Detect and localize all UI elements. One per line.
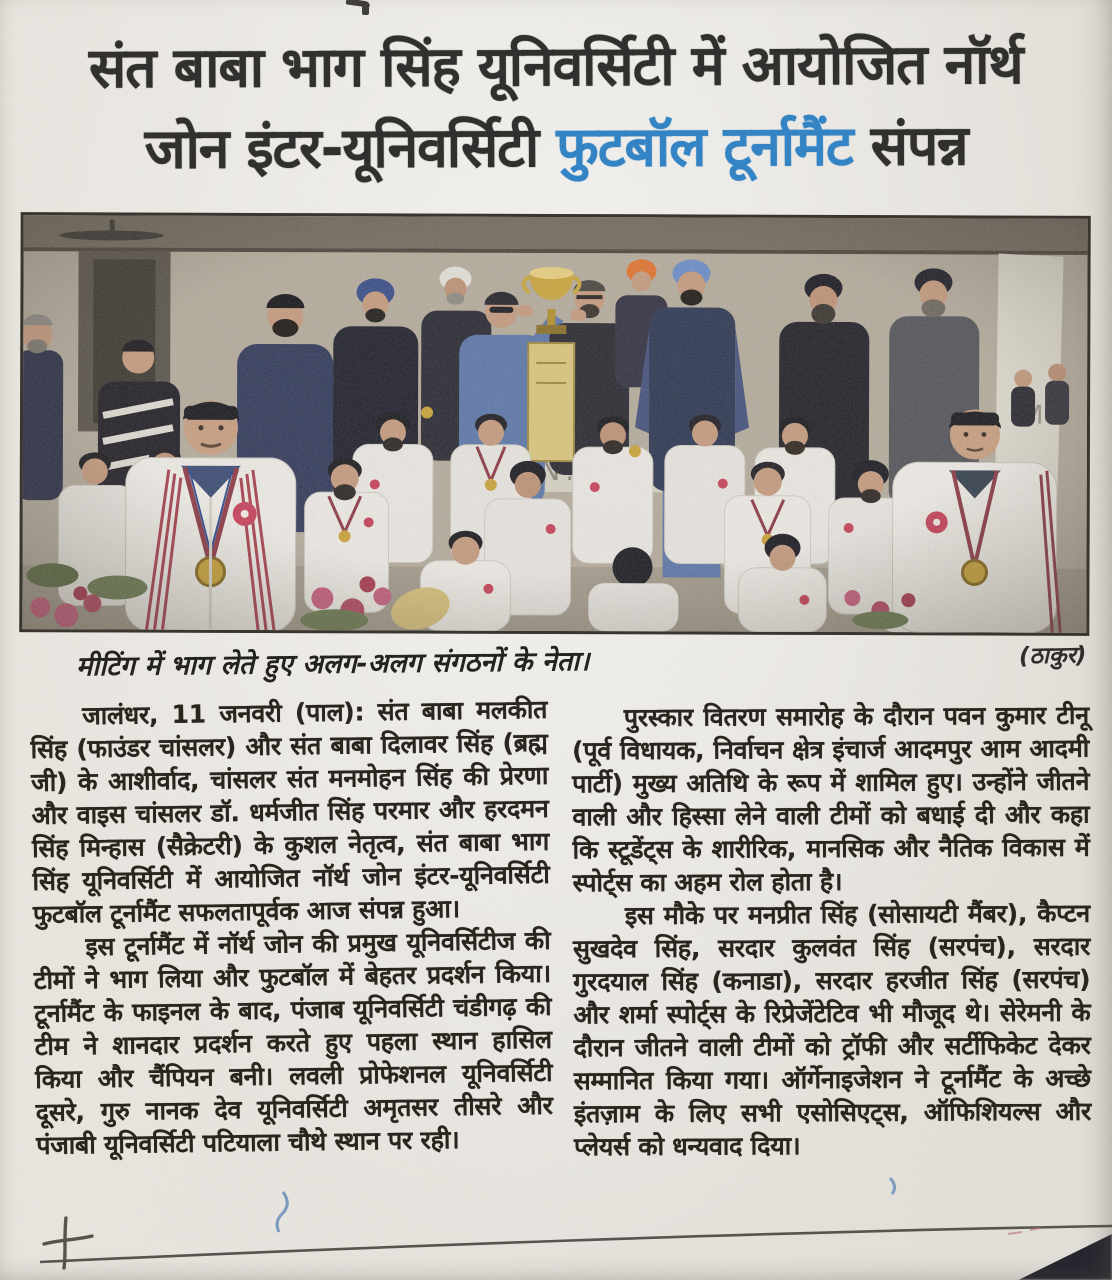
paragraph: इस मौके पर मनप्रीत सिंह (सोसायटी मैंबर), कैप्टन सुखदेव सिंह, सरदार कुलवंत सिंह (सरपंच), सरदार गुरदयाल सिंह (कनाडा), सरदार हरजीत सिंह (सरपंच) और शर्मा स्पोर्ट्स के रिप्रेजेंटेटिव भी मौजूद थे। सेरेमनी के दौरान जीतने वाली टीमों को ट्रॉफी और सर्टीफिकेट देकर सम्मानित किया गया। ऑर्गेनाइजेशन ने टूर्नामैंट के अच्छे इंतज़ाम के लिए सभी एसोसिएट्स, ऑफिशियल्स और प्लेयर्स को धन्यवाद दिया।: [573, 898, 1092, 1162]
photo-credit: (ठाकुर): [1018, 642, 1087, 670]
news-photo: [19, 212, 1090, 636]
paragraph: इस टूर्नामैंट में नॉर्थ जोन की प्रमुख यूनिवर्सिटीज की टीमों ने भाग लिया और फुटबॉल में बेहतर प्रदर्शन किया। टूर्नामैंट के फाइनल के बाद, पंजाब यूनिवर्सिटी चंडीगढ़ की टीम ने शानदार प्रदर्शन करते हुए पहला स्थान हासिल किया और चैंपियन बनी। लवली प्रोफेशनल यूनिवर्सिटी दूसरे, गुरु नानक देव यूनिवर्सिटी अमृतसर तीसरे और पंजाबी यूनिवर्सिटी पटियाला चौथे स्थान पर रही।: [33, 925, 553, 1160]
bottom-rule-and-marks: [0, 1170, 1112, 1280]
article-column-left: [30, 693, 553, 1162]
article-body: [30, 694, 1092, 1162]
cropped-glyph-fragment: [362, 6, 369, 15]
bottom-rule: [40, 1226, 1112, 1262]
scan-shadow-corner: [992, 1230, 1112, 1280]
photo-scene: [22, 215, 1087, 633]
headline: [16, 24, 1097, 191]
caption-row: [34, 644, 1086, 681]
photo-grain-overlay: [22, 215, 1087, 633]
paragraph: पुरस्कार वितरण समारोह के दौरान पवन कुमार टीनू (पूर्व विधायक, निर्वाचन क्षेत्र इंचार्ज आदमपुर आम आदमी पार्टी) मुख्य अतिथि के रूप में शामिल हुए। उन्होंने जीतने वाली और हिस्सा लेने वाली टीमों को बधाई दी और कहा कि स्टूडेंट्स के शारीरिक, मानसिक और नैतिक विकास में स्पोर्ट्स का अहम रोल होता है।: [571, 700, 1090, 898]
blue-pen-mark: [890, 1178, 895, 1194]
photo-caption: मीटिंग में भाग लेते हुए अलग-अलग संगठनों के नेता।: [75, 646, 590, 683]
article-column-right: [572, 699, 1091, 1164]
pen-plus-mark: [44, 1218, 92, 1268]
headline-line-1: संत बाबा भाग सिंह यूनिवर्सिटी में आयोजित नॉर्थ: [88, 31, 1023, 101]
headline-line-2-left: जोन इंटर-यूनिवर्सिटी: [144, 114, 557, 181]
headline-highlight: फुटबॉल टूर्नामैंट: [556, 113, 853, 179]
paragraph-dateline: जालंधर, 11 जनवरी (पाल): संत बाबा मलकीत सिंह (फाउंडर चांसलर) और संत बाबा दिलावर सिंह (ब्रह्म जी) के आशीर्वाद, चांसलर संत मनमोहन सिंह की प्रेरणा और वाइस चांसलर डॉ. धर्मजीत सिंह परमार और हरदमन सिंह मिन्हास (सैक्रेटरी) के कुशल नेतृत्व, संत बाबा भाग सिंह यूनिवर्सिटी में आयोजित नॉर्थ जोन इंटर-यूनिवर्सिटी फुटबॉल टूर्नामैंट सफलतापूर्वक आज संपन्न हुआ।: [30, 694, 550, 929]
blue-pen-mark: [277, 1192, 287, 1232]
headline-line-2: [16, 105, 1096, 191]
headline-line-2-right: संपन्न: [852, 113, 968, 178]
faint-red-mark: [1008, 1228, 1040, 1234]
